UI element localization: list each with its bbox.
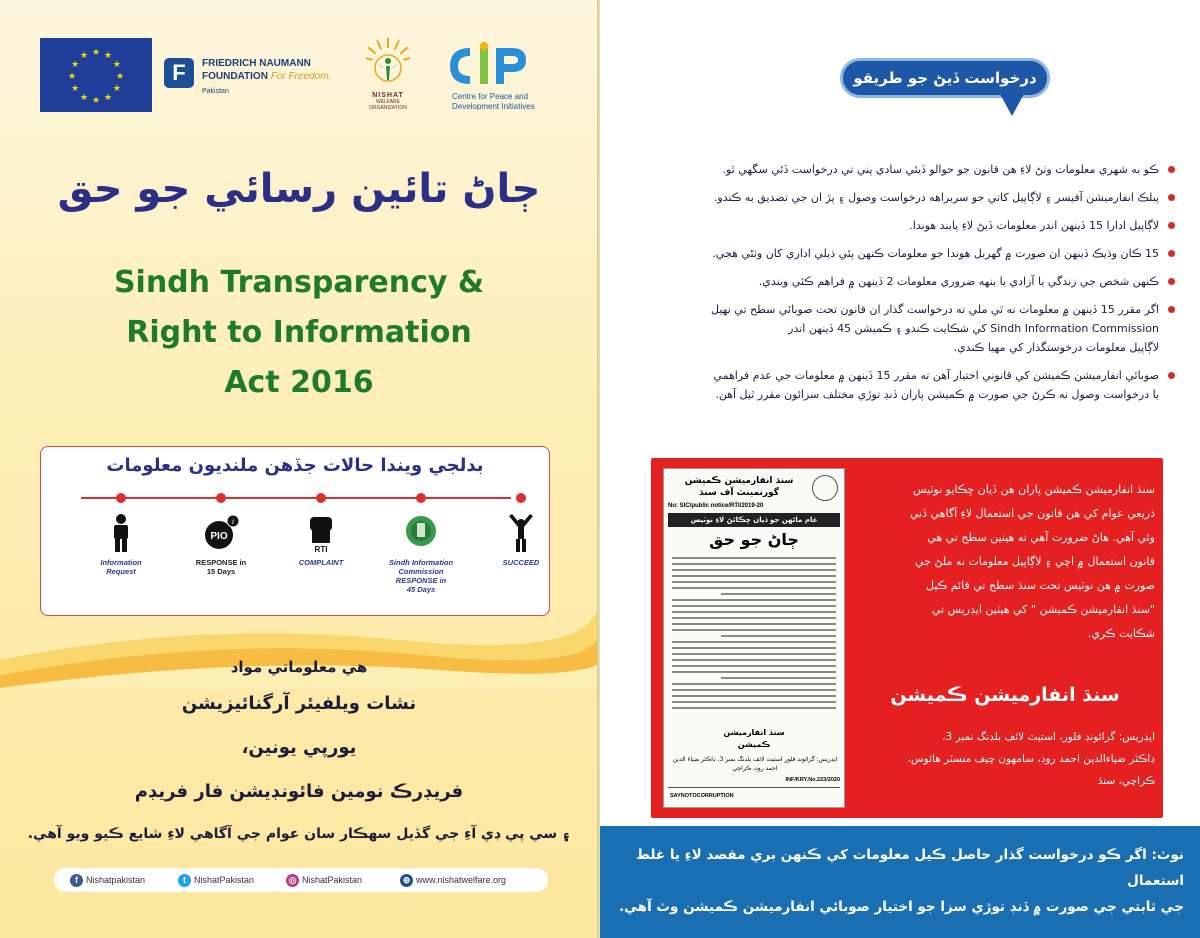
step-line: پبلڪ انفارميشن آفيسر ۽ لاڳاپيل کاتي جو سربراهه درخواست وصول ۽ پڙ ان جي تصديق به ڪندو. [713, 191, 1159, 204]
step-item [620, 216, 1175, 235]
eu-star-icon: ★ [79, 51, 89, 62]
social-website[interactable] [400, 873, 506, 887]
sindh-seal-icon [812, 475, 838, 501]
step-item [620, 188, 1175, 207]
address-line: ايڊريس: گرائونڊ فلور، استيٽ لائف بلڊنگ نمبر 3، [942, 731, 1155, 743]
bullet-icon [1168, 194, 1175, 201]
facebook-icon: f [70, 874, 83, 887]
credits-line: فريڊرڪ نومين فائونڊيشن فار فريڊم [134, 781, 464, 802]
notice-footer: SAYNOTOCORRUPTION [668, 787, 840, 803]
twitter-icon: t [178, 874, 191, 887]
timeline-dot [116, 493, 126, 503]
eu-star-icon: ★ [79, 92, 89, 103]
timeline-line [81, 497, 511, 499]
eu-star-icon: ★ [91, 96, 101, 106]
globe-icon: ⊕ [400, 874, 413, 887]
bullet-icon [1168, 222, 1175, 229]
social-bar [54, 868, 548, 892]
timeline-dot [516, 493, 526, 503]
step-line: صوبائي انفارميشن ڪميشن کي قانوني اختيار آهن ته مقرر 15 ڏينهن ۾ معلومات جي عدم فراهمي [713, 369, 1159, 382]
notice-ref: No: SIC/public notice/RTI/2019-20 [668, 503, 764, 509]
fnf-logo [164, 50, 344, 100]
english-title-line: Right to Information [126, 315, 472, 350]
social-facebook[interactable] [70, 873, 145, 887]
bullet-icon [1168, 306, 1175, 313]
social-instagram[interactable] [286, 873, 362, 887]
note-line: جي ثابتي جي صورت ۾ ڏنڊ توڙي سزا جو اختيار صوبائي انفارميشن ڪميشن وٽ آهي. [618, 899, 1184, 915]
step-item [620, 366, 1175, 404]
eu-star-icon: ★ [103, 92, 113, 103]
celebrating-person-icon [476, 513, 566, 555]
step-line: اگر مقرر 15 ڏينهن ۾ معلومات نه ٿي ملي ته درخواست گذار ان قانون تحت صوبائي سطح تي نهيل [711, 303, 1159, 316]
social-handle: NishatPakistan [302, 875, 363, 885]
bubble-tail [1000, 94, 1024, 116]
step-line: Sindh Information Commission کي شڪايت ڪندو ۽ ڪميشن 45 ڏينهن اندر [788, 322, 1159, 335]
timeline-dot [316, 493, 326, 503]
eu-star-icon: ★ [115, 72, 125, 82]
step-line: يا درخواست وصول نه ڪرڻ جي صورت ۾ ڪميشن پاران ڏنڊ توڙي مختلف سزائون مقرر ٿيل آهن. [715, 388, 1159, 401]
process-stage [176, 507, 266, 576]
eu-flag-logo [40, 38, 152, 112]
svg-text:i: i [231, 517, 235, 526]
raised-fist-icon [276, 513, 366, 555]
timeline-dot [216, 493, 226, 503]
nishat-emblem-icon [366, 38, 410, 90]
nishat-logo [358, 38, 418, 116]
notice-signature: سنڌ انفارميشن ڪميشن [723, 728, 785, 749]
social-twitter[interactable] [178, 873, 254, 887]
right-panel [600, 0, 1200, 938]
commission-address [855, 726, 1155, 792]
bullet-icon [1168, 250, 1175, 257]
description-line: "سنڌ انفارميشن ڪميشن " کي هيٺين ايڊريس تي [931, 603, 1155, 616]
eu-star-icon: ★ [67, 72, 77, 82]
fnf-mark-icon: F [164, 58, 194, 88]
person-icon [76, 513, 166, 555]
commission-seal-icon [376, 513, 466, 555]
newspaper-notice-image [663, 468, 845, 808]
timeline-dot [416, 493, 426, 503]
notice-inf: INF/KRY.No.223/2020 [785, 777, 840, 783]
fnf-name-line2: FOUNDATION For Freedom. [202, 71, 332, 82]
description-line: سنڌ انفارميشن ڪميشن پاران هن ڏيان ڇڪايو نوٽيس [913, 483, 1155, 496]
eu-star-icon: ★ [112, 60, 121, 70]
process-stage [276, 507, 366, 567]
eu-star-icon: ★ [71, 60, 80, 70]
commission-title: سنڌ انفارميشن ڪميشن [890, 684, 1120, 706]
description-line: قانون استعمال ۾ اچي ۽ لاڳاپيل معلومات نه ملڻ جي [915, 555, 1155, 568]
step-line: ڪنهن شخص جي زندگي يا آزادي يا بنهه ضروري معلومات 2 ڏينهن ۾ فراهم ڪئي ويندي. [758, 275, 1159, 288]
step-line: لاڳاپيل ادارا 15 ڏينهن اندر معلومات ڏيڻ لاءِ پابند هوندا. [909, 219, 1159, 232]
instagram-icon: ◎ [286, 874, 299, 887]
steps-list [620, 160, 1175, 413]
step-item [620, 272, 1175, 291]
credits-block [0, 652, 598, 854]
step-item [620, 300, 1175, 357]
english-title [0, 258, 598, 408]
process-stage [76, 507, 166, 576]
step-item [620, 160, 1175, 179]
credits-line: هي معلوماتي مواد [230, 658, 368, 676]
fnf-name-line1: FRIEDRICH NAUMANN [202, 58, 311, 69]
stage-label: Sindh Information Commission RESPONSE in 45 Days [388, 558, 454, 594]
left-panel [0, 0, 598, 938]
credits-line: نشات ويلفيئر آرگنائيزيشن [181, 693, 417, 714]
notice-bar: عام ماڻهن جو ڏيان ڇڪائڻ لاءِ نوٽيس [668, 513, 840, 527]
stage-label: COMPLAINT [298, 558, 344, 567]
process-stages-box [40, 446, 550, 616]
address-line: ڊاڪٽر ضياءالدين احمد روڊ، سامهون چيف منسٽر هائوس، [907, 753, 1155, 765]
english-title-line: Act 2016 [224, 365, 374, 400]
description-line: صورت ۾ هن نوٽيس تحت سنڌ سطح تي قائم ڪيل [926, 579, 1155, 592]
step-line: 15 ڪان وڌيڪ ڏينهن ان صورت ۾ گهربل هوندا جو معلومات ڪنهن ٻئي ذيلي اداري کان وٺڻي هجي. [712, 247, 1159, 260]
commission-box [651, 458, 1163, 818]
commission-description [855, 478, 1155, 646]
note-line: نوٽ: اگر ڪو درخواست گذار حاصل ڪيل معلومات کي ڪنهن بري مقصد لاءِ يا غلط استعمال [635, 847, 1184, 889]
credits-line: يورپي يونين، [241, 737, 357, 758]
notice-big-title: ڄاڻ جو حق [709, 530, 799, 549]
credits-line: ۽ سي پي ڊي آءِ جي گڏيل سهڪار سان عوام جي آگاهي لاءِ شايع ڪيو ويو آهي. [27, 826, 571, 842]
social-handle: Nishatpakistan [86, 875, 146, 885]
step-line: ڪو به شهري معلومات وٺڻ لاءِ هن قانون جو حوالو ڏيئي سادي پني تي درخواست ڏئي سگهي ٿو. [722, 163, 1159, 176]
social-handle: www.nishatwelfare.org [416, 875, 507, 885]
svg-text:PIO: PIO [210, 531, 228, 542]
cpdi-logo [440, 42, 560, 116]
notice-address: ايڊريس: گرائونڊ فلور استيٽ لائف بلڊنگ نمبر 3، ڊاڪٽر ضياءَ الدين احمد روڊ، ڪراچي [672, 756, 838, 772]
cpdi-name: Centre for Peace and Development Initiatives [452, 92, 535, 111]
footer-note [600, 826, 1200, 938]
cpdi-mark-icon [440, 42, 560, 92]
stage-label: Information Request [100, 558, 142, 576]
process-stage [476, 507, 566, 567]
step-item [620, 244, 1175, 263]
how-to-apply-bubble: درخواست ڏيڻ جو طريقو [840, 58, 1050, 98]
stage-label: SUCCEED [502, 558, 540, 567]
eu-star-icon: ★ [112, 84, 121, 94]
bullet-icon [1168, 372, 1175, 379]
nishat-sub: WELFARE ORGANIZATION [369, 99, 407, 111]
english-title-line: Sindh Transparency & [113, 265, 485, 300]
process-stage [376, 507, 466, 594]
eu-star-icon: ★ [103, 51, 113, 62]
description-line: شڪايت ڪري. [1087, 627, 1155, 640]
notice-body-text [672, 557, 836, 717]
description-line: وئي آهي. هاڻ ضرورت آهي ته هيٺين سطح تي هي [927, 531, 1155, 544]
address-line: ڪراچي، سنڌ [1097, 775, 1155, 787]
svg-text:RTI: RTI [314, 545, 328, 553]
stages-heading: بدلجي ويندا حالات جڏهن ملنديون معلومات [106, 455, 484, 476]
sindhi-title: ڄاڻ تائين رسائي جو حق [57, 166, 541, 212]
eu-star-icon: ★ [71, 84, 80, 94]
stage-label: RESPONSE in 15 Days [195, 558, 247, 576]
step-line: لاڳاپيل معلومات درخوستگذار کي مهيا ڪندي. [953, 341, 1159, 354]
description-line: ذريعي عوام کي هن قانون جي استعمال لاءِ آگاهي ڏني [909, 507, 1155, 520]
bullet-icon [1168, 278, 1175, 285]
social-handle: NishatPakistan [194, 875, 255, 885]
nishat-name: NISHAT [372, 92, 404, 99]
logo-strip [40, 38, 560, 118]
notice-heading: سنڌ انفارميشن ڪميشن گورنمينٽ آف سنڌ [684, 476, 794, 498]
eu-star-icon: ★ [91, 48, 101, 58]
fnf-country: Pakistan [202, 88, 229, 95]
pio-icon [176, 513, 266, 555]
bullet-icon [1168, 166, 1175, 173]
